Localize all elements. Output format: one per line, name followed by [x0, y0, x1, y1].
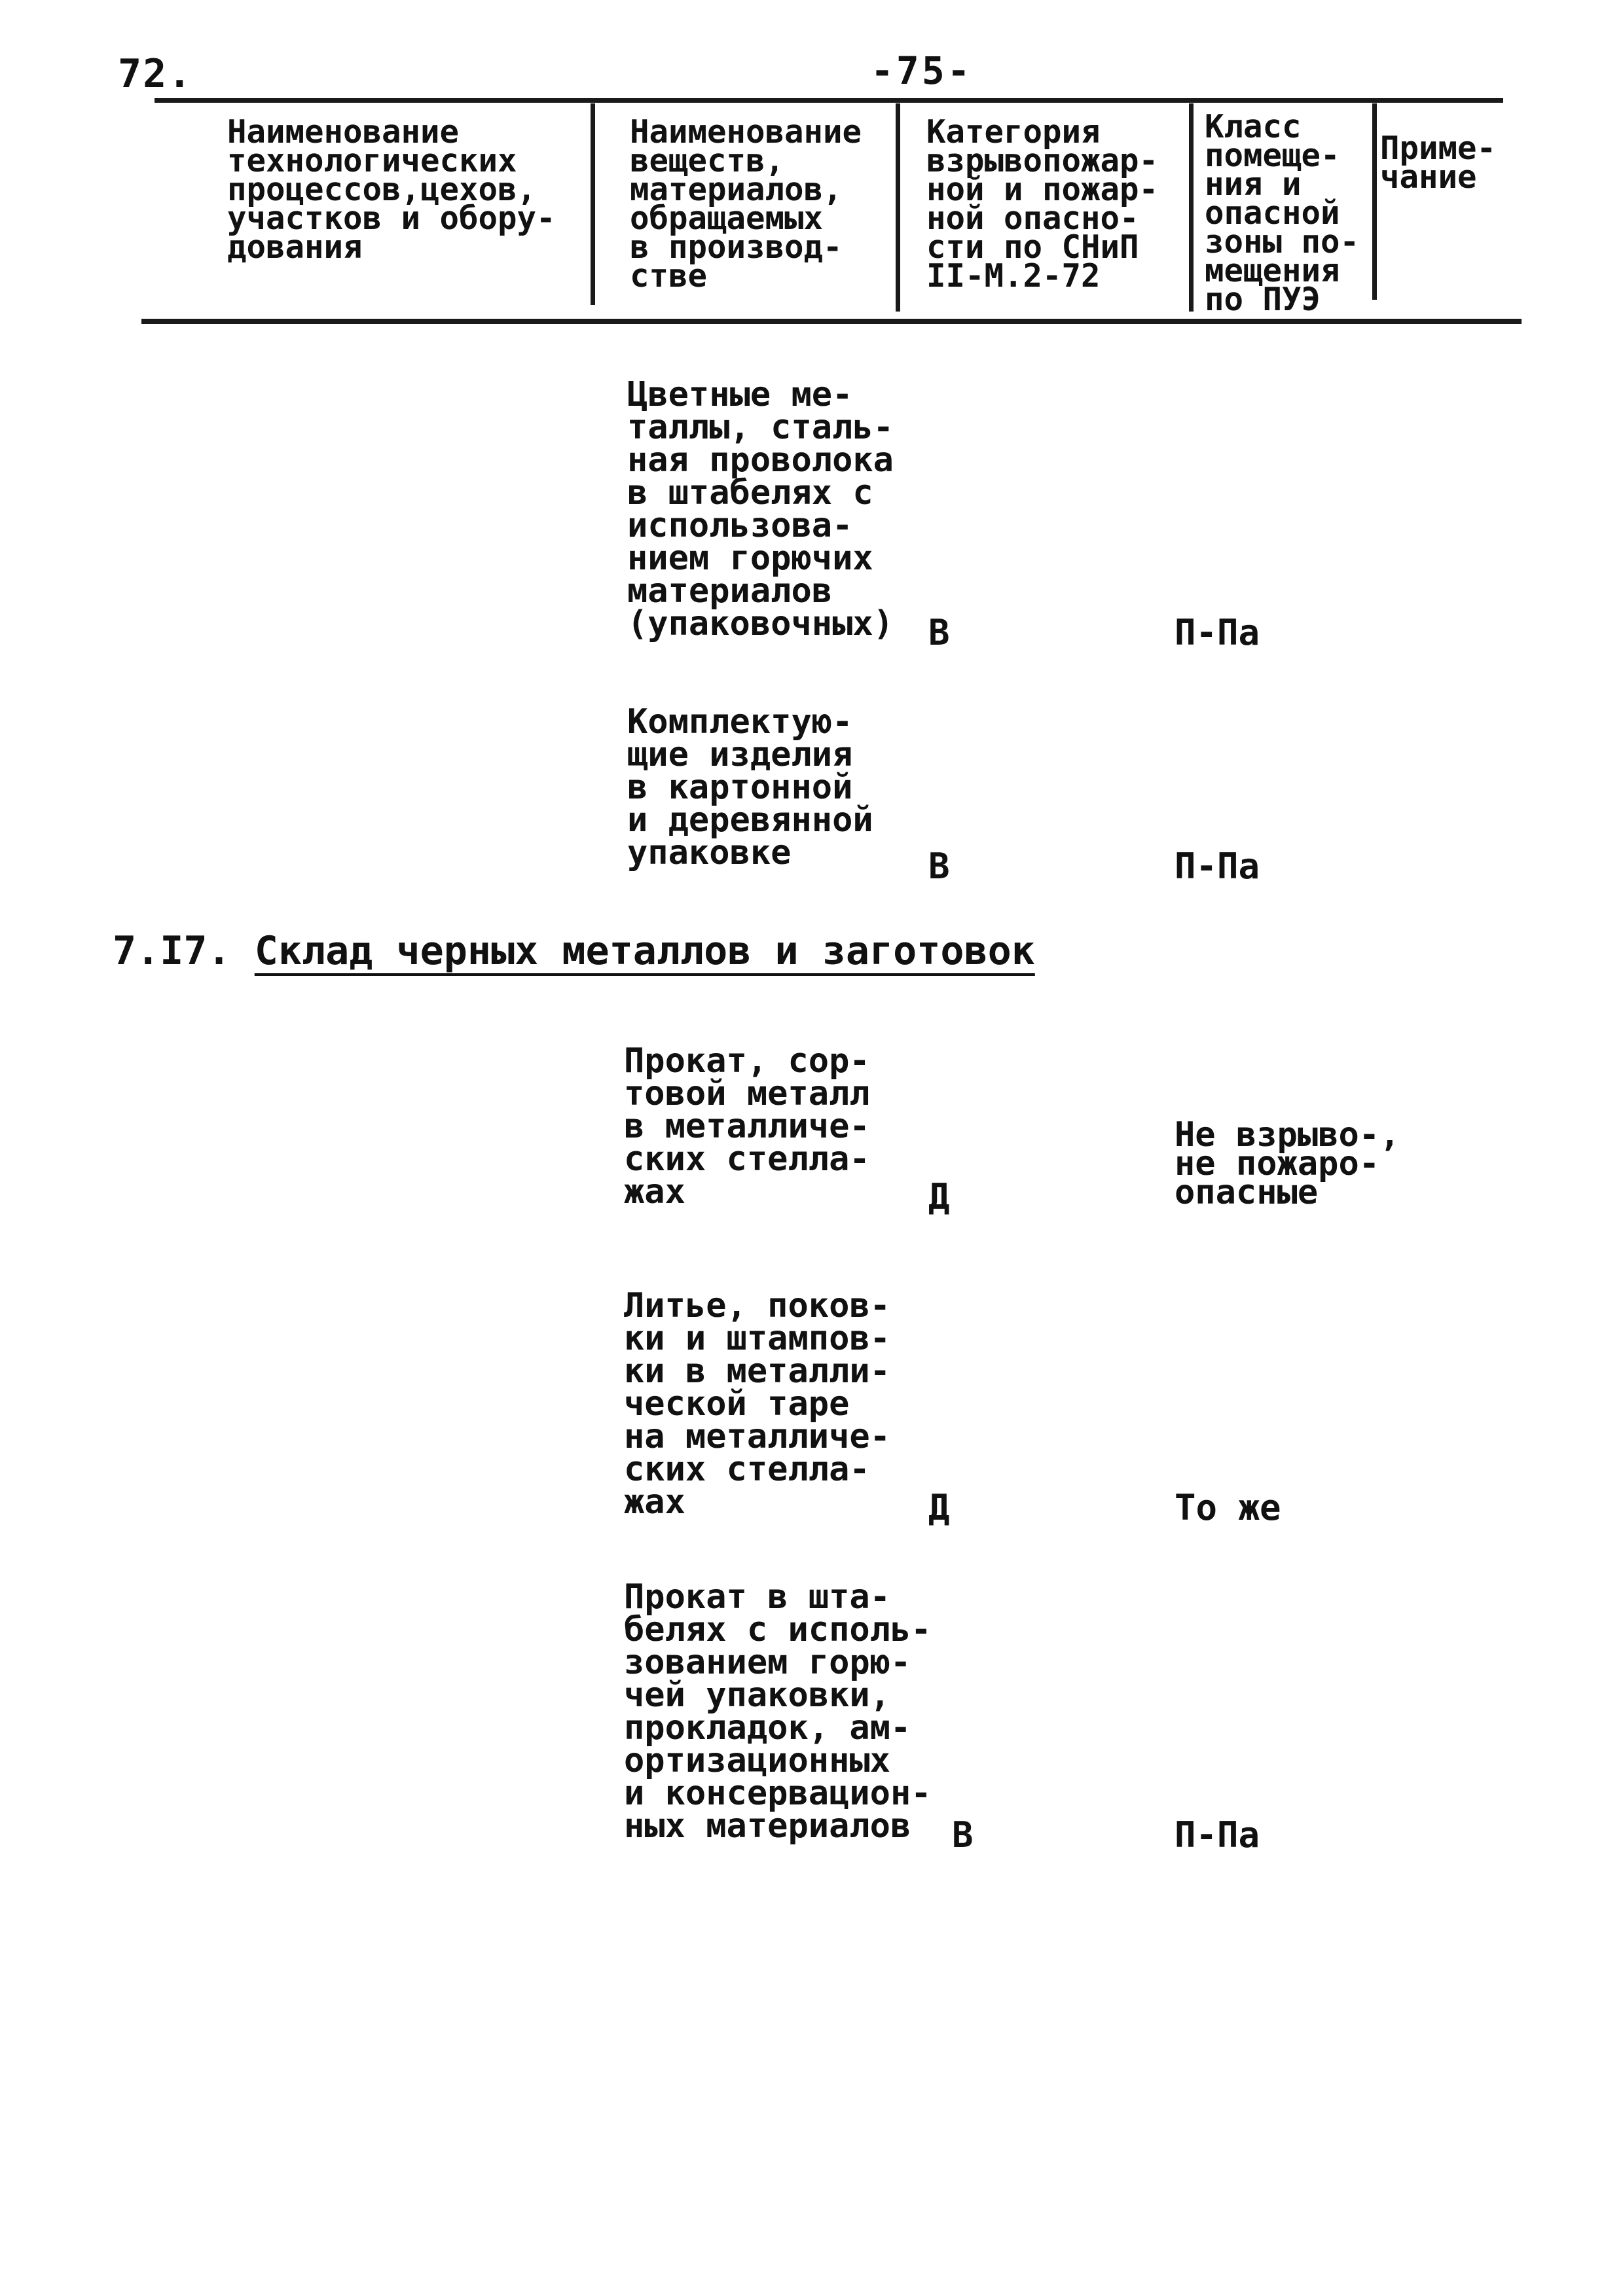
category-rolled-stacks: В [952, 1814, 974, 1856]
header-col-category: Категория взрывопожар- ной и пожар- ной опасно- сти по СНиП II-М.2-72 [926, 113, 1159, 295]
category-castings: Д [928, 1487, 950, 1528]
material-nonferrous-metals: Цветные ме- таллы, сталь- ная проволока в штабелях с использова- нием горючих материалов (упаковочных) [627, 375, 894, 643]
material-castings: Литье, поков- ки и штампов- ки в металли- ческой таре на металличе- ских стелла- жах [624, 1286, 890, 1522]
header-col-class: Класс помеще- ния и опасной зоны по- мещения по ПУЭ [1205, 108, 1360, 318]
section-title: Склад черных металлов и заготовок [254, 928, 1035, 974]
header-col-process: Наименование технологических процессов,цехов, участков и обору- дования [227, 113, 556, 266]
category-rolled-metal: Д [928, 1176, 950, 1217]
class-components: П-Па [1175, 846, 1260, 887]
page-number-center: -75- [871, 48, 973, 93]
page-number-left: 72. [118, 51, 193, 97]
class-rolled-stacks: П-Па [1175, 1814, 1260, 1856]
column-divider-2 [896, 103, 900, 312]
class-rolled-metal: Не взрыво-, не пожаро- опасные [1175, 1115, 1400, 1212]
category-components: В [928, 846, 950, 887]
section-heading [113, 928, 1035, 974]
column-divider-4 [1372, 103, 1377, 300]
material-rolled-stacks: Прокат в шта- белях с исполь- зованием горю- чей упаковки, прокладок, ам- ортизационных и консервацион- ных материалов [624, 1577, 932, 1846]
material-components: Комплектую- щие изделия в картонной и деревянной упаковке [627, 702, 873, 872]
header-top-rule [155, 98, 1503, 103]
category-nonferrous-metals: В [928, 612, 950, 653]
column-divider-3 [1189, 103, 1194, 312]
header-col-substance: Наименование веществ, материалов, обращаемых в производ- стве [630, 113, 862, 295]
section-number: 7.I7. [113, 928, 231, 974]
material-rolled-metal: Прокат, сор- товой металл в металличе- ских стелла- жах [624, 1041, 870, 1211]
class-nonferrous-metals: П-Па [1175, 612, 1260, 653]
header-bottom-rule [141, 319, 1522, 324]
class-castings: То же [1175, 1487, 1281, 1528]
header-col-note: Приме- чание [1380, 130, 1497, 196]
column-divider-1 [591, 103, 595, 305]
